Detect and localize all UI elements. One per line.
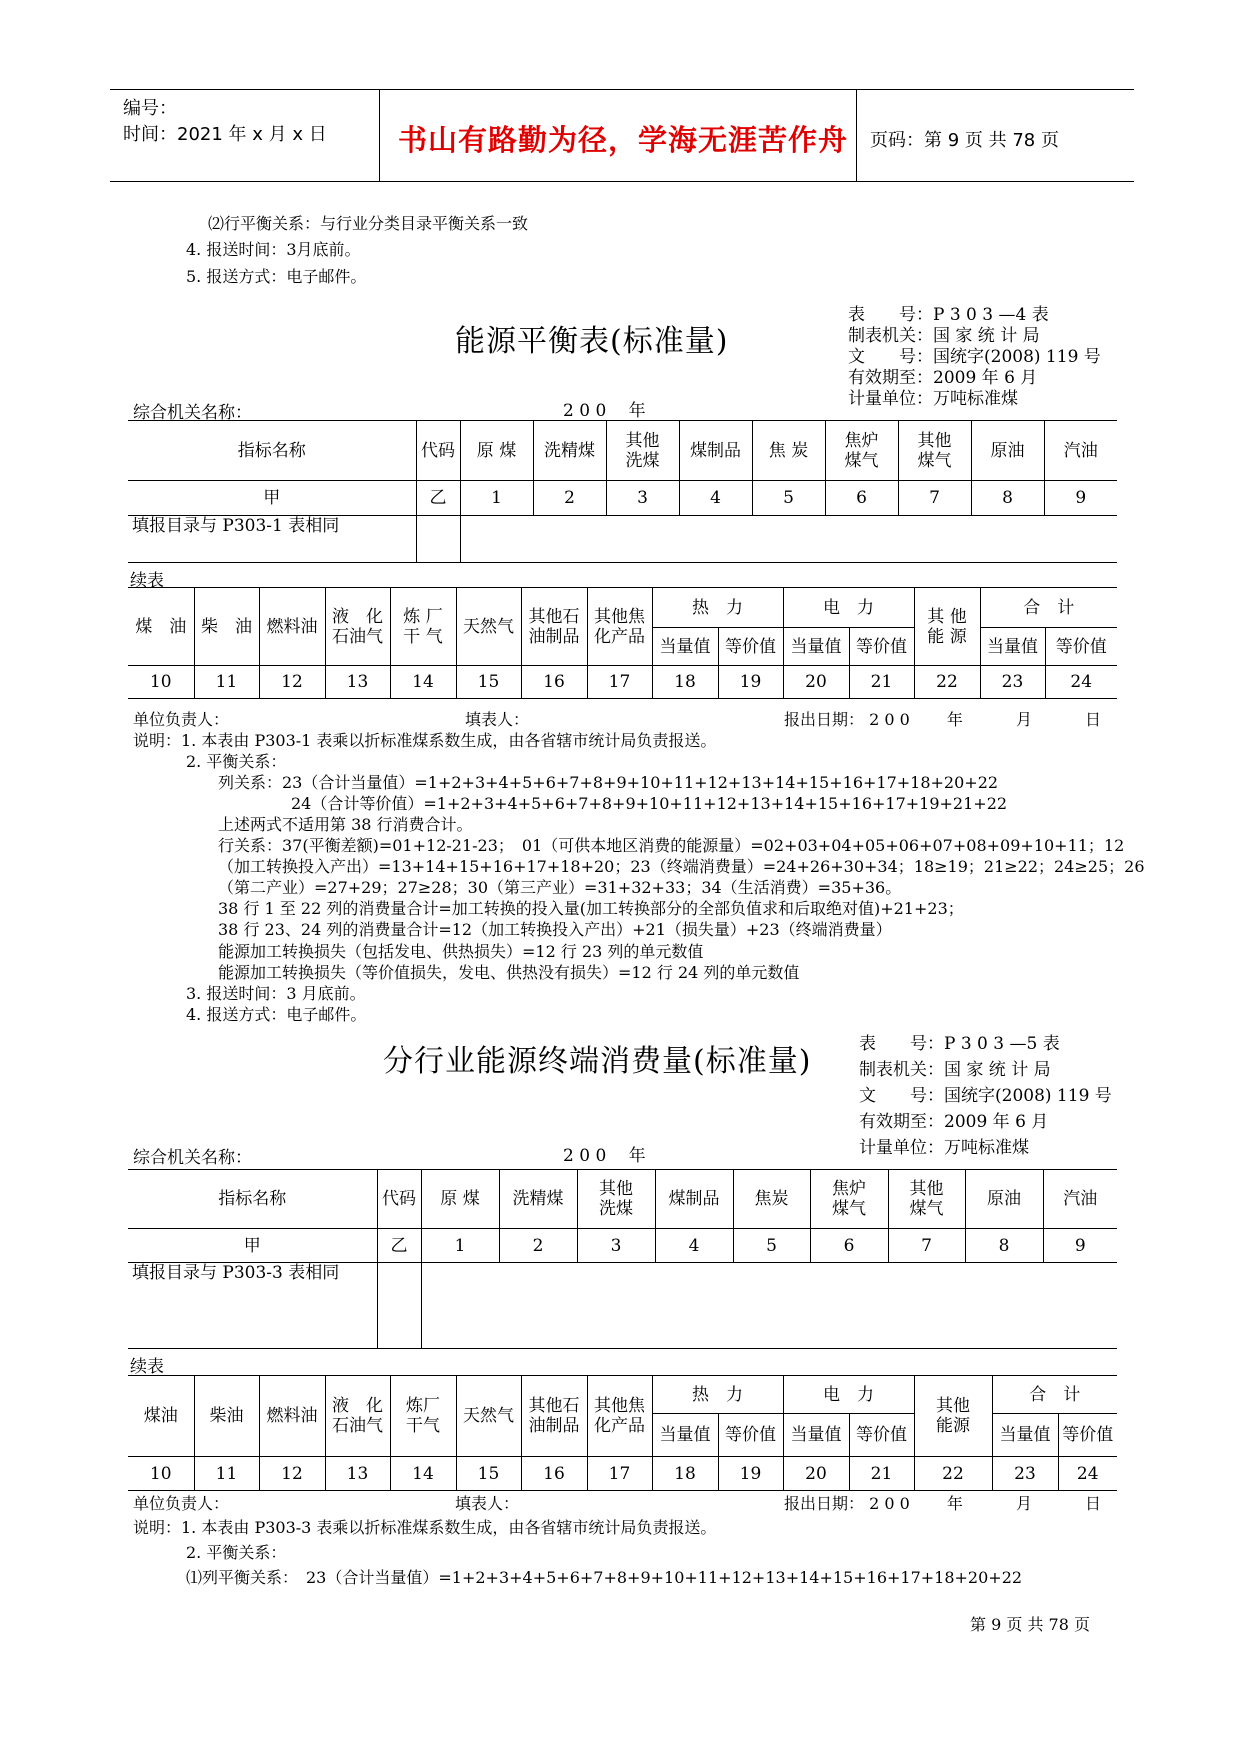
note-line: 2. 平衡关系： — [186, 1543, 287, 1562]
cont-head-heat: 热 力 — [652, 588, 783, 628]
form-no-label: 表 号： — [848, 305, 933, 325]
cont-num: 12 — [259, 666, 325, 699]
note-line: （第二产业）=27+29；27≥28；30（第三产业）=31+32+33；34（生活消费）=35+36。 — [218, 878, 902, 897]
doc-label: 文 号： — [859, 1086, 944, 1106]
sign-resp: 单位负责人： — [133, 1494, 230, 1513]
cont-num: 24 — [1045, 666, 1117, 699]
cont-num: 14 — [390, 666, 456, 699]
col-head: 指标名称 — [128, 1170, 377, 1229]
cont-num: 16 — [521, 666, 587, 699]
page-footer: 第 9 页 共 78 页 — [970, 1615, 1090, 1634]
cont-head: 液 化 石油气 — [325, 588, 390, 666]
body-label: 填报目录与 P303-3 表相同 — [128, 1263, 377, 1349]
sign-filler: 填表人： — [465, 710, 530, 729]
cont-num: 24 — [1058, 1457, 1117, 1491]
cont-num: 21 — [849, 666, 914, 699]
col-num: 3 — [577, 1229, 655, 1263]
col-num: 6 — [825, 481, 898, 516]
cont-label: 续表 — [130, 1357, 164, 1377]
col-num: 5 — [733, 1229, 810, 1263]
cont-sub: 当量值 — [783, 628, 849, 666]
col-head: 其他 煤气 — [898, 421, 971, 481]
cont-head: 煤 油 — [128, 588, 194, 666]
cont-head-power: 电 力 — [783, 1376, 914, 1414]
body-data-area — [421, 1263, 1117, 1349]
note-line: 能源加工转换损失（包括发电、供热损失）=12 行 23 列的单元数值 — [218, 942, 704, 961]
cont-num: 19 — [718, 1457, 783, 1491]
col-head: 焦 炭 — [752, 421, 825, 481]
col-head: 原 煤 — [421, 1170, 499, 1229]
cont-head-total: 合 计 — [992, 1376, 1117, 1414]
col-num: 7 — [898, 481, 971, 516]
col-head: 代码 — [377, 1170, 421, 1229]
cont-num: 19 — [718, 666, 783, 699]
cont-head: 其他焦 化产品 — [587, 588, 652, 666]
cont-num: 20 — [783, 666, 849, 699]
doc-no: 国统字(2008) 119 号 — [933, 347, 1101, 367]
cont-head: 燃料油 — [259, 588, 325, 666]
header-top-rule — [110, 89, 1134, 90]
intro-line: ⑵行平衡关系：与行业分类目录平衡关系一致 — [208, 214, 529, 233]
cont-sub: 当量值 — [652, 1414, 718, 1457]
cont-sub: 等价值 — [1045, 628, 1117, 666]
cont-num: 17 — [587, 666, 652, 699]
org-label: 制表机关： — [848, 326, 933, 346]
col-num: 8 — [965, 1229, 1043, 1263]
cont-label: 续表 — [130, 571, 164, 591]
form-no: P 3 0 3 —4 表 — [933, 305, 1049, 325]
cont-num: 13 — [325, 666, 390, 699]
cont-num: 20 — [783, 1457, 849, 1491]
col-head: 其他 煤气 — [888, 1170, 965, 1229]
cont-sub: 当量值 — [980, 628, 1045, 666]
table5-cont — [128, 1375, 1117, 1491]
cont-num: 10 — [128, 666, 194, 699]
note-line: 3. 报送时间：3 月底前。 — [186, 984, 366, 1003]
cont-sub: 等价值 — [1058, 1414, 1117, 1457]
col-num: 4 — [655, 1229, 733, 1263]
col-num: 7 — [888, 1229, 965, 1263]
table5-main — [128, 1169, 1117, 1349]
col-num: 1 — [460, 481, 533, 516]
org: 国 家 统 计 局 — [944, 1060, 1051, 1080]
col-head: 洗精煤 — [533, 421, 606, 481]
cont-head: 其他 能源 — [914, 1376, 992, 1457]
header-divider-right — [856, 89, 857, 182]
note-line: 行关系：37(平衡差额)=01+12-21-23； 01（可供本地区消费的能源量）=02+03+04+05+06+07+08+09+10+11；12 — [218, 836, 1125, 855]
cont-head: 其他石 油制品 — [521, 588, 587, 666]
valid-label: 有效期至： — [848, 368, 933, 388]
col-num: 5 — [752, 481, 825, 516]
intro-line: 5. 报送方式：电子邮件。 — [186, 267, 367, 286]
org-name-label: 综合机关名称： — [133, 1148, 252, 1168]
note-line: 能源加工转换损失（等价值损失，发电、供热没有损失）=12 行 24 列的单元数值 — [218, 963, 800, 982]
cont-head: 炼厂 干气 — [390, 1376, 456, 1457]
cont-sub: 等价值 — [718, 628, 783, 666]
table5-bottom-rule — [128, 1348, 1117, 1349]
note-line: 38 行 1 至 22 列的消费量合计=加工转换的投入量(加工转换部分的全部负值求和后取绝对值)+21+23； — [218, 899, 964, 918]
cont-num: 18 — [652, 666, 718, 699]
cont-num: 22 — [914, 666, 980, 699]
note-line: 列关系：23（合计当量值）=1+2+3+4+5+6+7+8+9+10+11+12+13+14+15+16+17+18+20+22 — [218, 773, 999, 792]
col-head: 其他 洗煤 — [577, 1170, 655, 1229]
col-num: 2 — [499, 1229, 577, 1263]
col-head: 洗精煤 — [499, 1170, 577, 1229]
unit-label: 计量单位： — [848, 389, 933, 409]
note-line: 4. 报送方式：电子邮件。 — [186, 1005, 367, 1024]
valid-date: 2009 年 6 月 — [944, 1112, 1049, 1132]
table4-meta — [848, 305, 1101, 410]
note-line: 38 行 23、24 列的消费量合计=12（加工转换投入产出）+21（损失量）+23（终端消费量） — [218, 920, 892, 939]
cont-head: 煤油 — [128, 1376, 194, 1457]
cont-num: 12 — [259, 1457, 325, 1491]
cont-head: 其 他 能 源 — [914, 588, 980, 666]
table4-bottom-rule — [128, 562, 1117, 563]
col-head: 原 煤 — [460, 421, 533, 481]
org-name-label: 综合机关名称： — [133, 403, 252, 423]
unit: 万吨标准煤 — [944, 1138, 1029, 1158]
report-year: 2 0 0 年 — [563, 401, 646, 421]
cont-num: 10 — [128, 1457, 194, 1491]
form-no: P 3 0 3 —5 表 — [944, 1034, 1060, 1054]
intro-line: 4. 报送时间：3月底前。 — [186, 240, 361, 259]
col-head: 原油 — [971, 421, 1044, 481]
cont-sub: 等价值 — [849, 1414, 914, 1457]
body-data-area — [460, 516, 1117, 563]
cont-sub: 当量值 — [783, 1414, 849, 1457]
body-cell — [377, 1263, 421, 1349]
note-line: 上述两式不适用第 38 行消费合计。 — [218, 815, 473, 834]
page-counter: 页码：第 9 页 共 78 页 — [870, 130, 1059, 151]
col-head: 焦炉 煤气 — [825, 421, 898, 481]
note-line: 说明：1. 本表由 P303-3 表乘以折标准煤系数生成，由各省辖市统计局负责报送。 — [133, 1518, 717, 1537]
col-num: 1 — [421, 1229, 499, 1263]
col-head: 煤制品 — [655, 1170, 733, 1229]
cont-num: 21 — [849, 1457, 914, 1491]
col-num: 甲 — [128, 481, 416, 516]
cont-num: 23 — [992, 1457, 1058, 1491]
cont-num: 15 — [456, 666, 521, 699]
doc-number-label: 编号： — [123, 98, 177, 119]
valid-date: 2009 年 6 月 — [933, 368, 1038, 388]
cont-sub: 等价值 — [849, 628, 914, 666]
cont-num: 17 — [587, 1457, 652, 1491]
org: 国 家 统 计 局 — [933, 326, 1040, 346]
col-num: 乙 — [416, 481, 460, 516]
note-line: 说明：1. 本表由 P303-1 表乘以折标准煤系数生成，由各省辖市统计局负责报送。 — [133, 731, 717, 750]
col-head: 汽油 — [1044, 421, 1117, 481]
doc-label: 文 号： — [848, 347, 933, 367]
col-num: 3 — [606, 481, 679, 516]
header-bottom-rule — [110, 181, 1134, 182]
cont-head-heat: 热 力 — [652, 1376, 783, 1414]
org-label: 制表机关： — [859, 1060, 944, 1080]
sign-date: 报出日期： 2 0 0 年 月 日 — [784, 1494, 1102, 1513]
col-head: 指标名称 — [128, 421, 416, 481]
col-num: 6 — [810, 1229, 888, 1263]
note-line: 2. 平衡关系： — [186, 752, 287, 771]
cont-head-power: 电 力 — [783, 588, 914, 628]
table5-meta — [859, 1031, 1112, 1161]
cont-num: 15 — [456, 1457, 521, 1491]
sign-filler: 填表人： — [455, 1494, 520, 1513]
table4-main — [128, 420, 1117, 563]
cont-head: 燃料油 — [259, 1376, 325, 1457]
cont-head: 其他焦 化产品 — [587, 1376, 652, 1457]
cont-num: 13 — [325, 1457, 390, 1491]
sign-date: 报出日期： 2 0 0 年 月 日 — [784, 710, 1102, 729]
body-cell — [416, 516, 460, 563]
header-motto: 书山有路勤为径，学海无涯苦作舟 — [398, 123, 849, 157]
cont-head: 天然气 — [456, 1376, 521, 1457]
doc-time-label: 时间：2021 年 x 月 x 日 — [123, 124, 327, 145]
cont-head: 天然气 — [456, 588, 521, 666]
cont-head: 柴油 — [194, 1376, 259, 1457]
cont-sub: 当量值 — [652, 628, 718, 666]
cont-num: 16 — [521, 1457, 587, 1491]
col-num: 8 — [971, 481, 1044, 516]
unit: 万吨标准煤 — [933, 389, 1018, 409]
table5-title: 分行业能源终端消费量(标准量) — [383, 1044, 812, 1079]
col-head: 原油 — [965, 1170, 1043, 1229]
cont-head-total: 合 计 — [980, 588, 1117, 628]
doc-no: 国统字(2008) 119 号 — [944, 1086, 1112, 1106]
col-head: 煤制品 — [679, 421, 752, 481]
cont-head: 液 化 石油气 — [325, 1376, 390, 1457]
cont-num: 18 — [652, 1457, 718, 1491]
cont-head: 炼 厂 干 气 — [390, 588, 456, 666]
note-line: ⑴列平衡关系： 23（合计当量值）=1+2+3+4+5+6+7+8+9+10+11+12+13+14+15+16+17+18+20+22 — [186, 1568, 1023, 1587]
cont-head: 柴 油 — [194, 588, 259, 666]
cont-head: 其他石 油制品 — [521, 1376, 587, 1457]
col-num: 9 — [1043, 1229, 1117, 1263]
header-divider-left — [379, 89, 380, 182]
col-head: 焦炉 煤气 — [810, 1170, 888, 1229]
col-head: 焦炭 — [733, 1170, 810, 1229]
cont-num: 14 — [390, 1457, 456, 1491]
cont-num: 23 — [980, 666, 1045, 699]
valid-label: 有效期至： — [859, 1112, 944, 1132]
cont-num: 11 — [194, 1457, 259, 1491]
cont-sub: 等价值 — [718, 1414, 783, 1457]
cont-sub: 当量值 — [992, 1414, 1058, 1457]
note-line: （加工转换投入产出）=13+14+15+16+17+18+20；23（终端消费量）=24+26+30+34；18≥19；21≥22；24≥25；26 — [218, 857, 1145, 876]
col-num: 2 — [533, 481, 606, 516]
col-num: 乙 — [377, 1229, 421, 1263]
cont-num: 11 — [194, 666, 259, 699]
col-num: 甲 — [128, 1229, 377, 1263]
col-num: 9 — [1044, 481, 1117, 516]
col-head: 汽油 — [1043, 1170, 1117, 1229]
form-no-label: 表 号： — [859, 1034, 944, 1054]
note-line: 24（合计等价值）=1+2+3+4+5+6+7+8+9+10+11+12+13+14+15+16+17+19+21+22 — [291, 794, 1008, 813]
sign-resp: 单位负责人： — [133, 710, 230, 729]
report-year: 2 0 0 年 — [563, 1146, 646, 1166]
col-head: 代码 — [416, 421, 460, 481]
body-label: 填报目录与 P303-1 表相同 — [128, 516, 416, 563]
unit-label: 计量单位： — [859, 1138, 944, 1158]
cont-num: 22 — [914, 1457, 992, 1491]
table4-title: 能源平衡表(标准量) — [455, 324, 729, 359]
table4-cont — [128, 587, 1117, 699]
col-head: 其他 洗煤 — [606, 421, 679, 481]
col-num: 4 — [679, 481, 752, 516]
